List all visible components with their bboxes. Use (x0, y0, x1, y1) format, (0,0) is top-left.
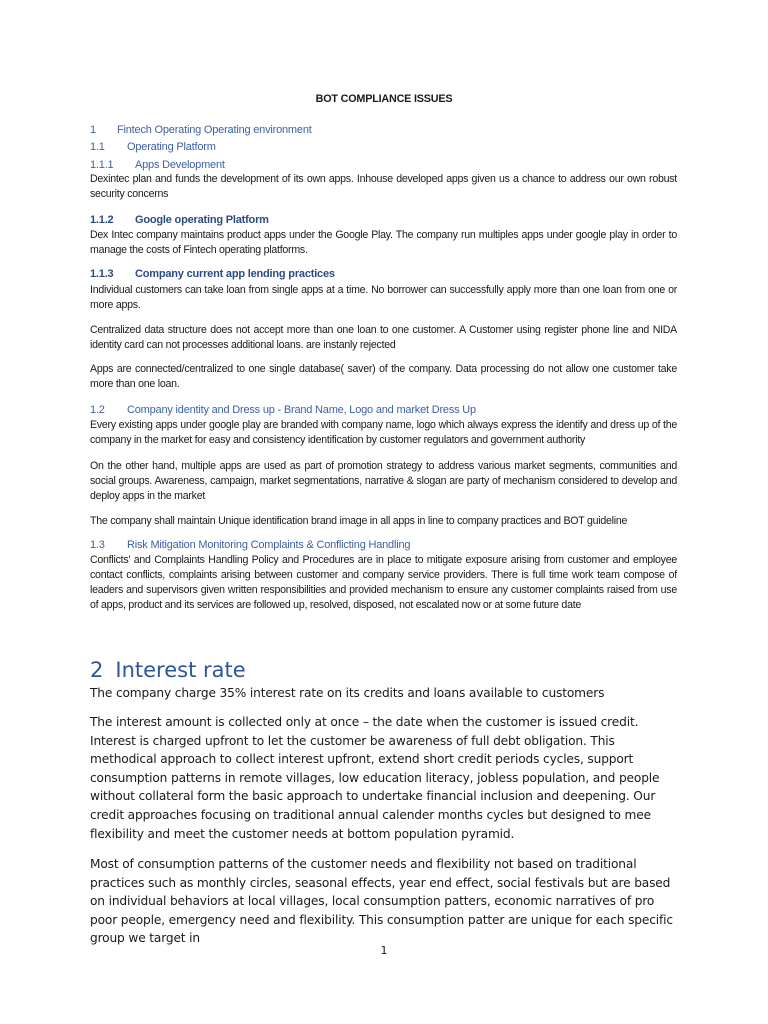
heading-1-1-1 (90, 158, 677, 173)
section-1-2-paragraph-3 (90, 514, 677, 529)
heading-number: 1.1.1 (90, 159, 114, 171)
paragraph: Every existing apps under google play are branded with company name, logo which always express the identify and dress up of the company in the market for easy and consistency identification by customer regulators and government authority (90, 419, 677, 446)
heading-number: 1.2 (90, 404, 105, 416)
heading-text: Apps Development (135, 159, 225, 171)
heading-text: Risk Mitigation Monitoring Complaints & Conflicting Handling (127, 539, 411, 551)
heading-1-1-2 (90, 213, 677, 228)
heading-1-1 (90, 140, 677, 155)
heading-number: 2 (90, 658, 104, 682)
heading-1-3 (90, 538, 677, 553)
paragraph: The interest amount is collected only at once – the date when the customer is issued credit. Interest is charged upfront to let the customer be awareness of full debt obligation. This methodical approach to collect interest upfront, extend short credit periods cycles, support consumption patterns in remote villages, low education literacy, jobless population, and people without collateral form the basic approach to undertake financial inclusion and deepening. Our credit approaches focusing on traditional annual calender months cycles but designed to mee flexibility and meet the customer needs at bottom population pyramid. (90, 715, 660, 841)
section-1-1-1-body (90, 172, 677, 202)
paragraph: Individual customers can take loan from single apps at a time. No borrower can successfully apply more than one loan from one or more apps. (90, 284, 677, 311)
heading-number: 1.1 (90, 141, 105, 153)
heading-number: 1.1.2 (90, 214, 114, 226)
paragraph: On the other hand, multiple apps are used as part of promotion strategy to address various market segments, communities and social groups. Awareness, campaign, market segmentations, narrative & slogan are party of mechanism considered to develop and deploy apps in the market (90, 460, 677, 502)
paragraph: Apps are connected/centralized to one single database( saver) of the company. Data processing do not allow one customer take more than one loan. (90, 363, 677, 390)
paragraph: Most of consumption patterns of the customer needs and flexibility not based on traditional practices such as monthly circles, seasonal effects, year end effect, social festivals but are based on individual behaviors at local villages, local consumption patters, economic narratives of pro poor people, emergency need and flexibility. This consumption patter are unique for each specific group we target in (90, 857, 673, 946)
section-1-1-2-body (90, 228, 677, 258)
paragraph: Dex Intec company maintains product apps under the Google Play. The company run multiples apps under google play in order to manage the costs of Fintech operating platforms. (90, 229, 677, 256)
heading-number: 1.3 (90, 539, 105, 551)
page-number: 1 (380, 944, 388, 957)
heading-text: Company current app lending practices (135, 268, 335, 280)
heading-number: 1 (90, 124, 96, 136)
section-1-2-paragraph-2 (90, 459, 677, 504)
heading-2 (90, 656, 246, 684)
section-1-3-body (90, 553, 677, 613)
heading-text: Operating Platform (127, 141, 216, 153)
section-1-1-3-paragraph-1 (90, 283, 677, 313)
heading-1-2 (90, 403, 677, 418)
section-1-1-3-paragraph-2 (90, 323, 677, 353)
heading-number: 1.1.3 (90, 268, 114, 280)
paragraph: Centralized data structure does not accept more than one loan to one customer. A Customer using register phone line and NIDA identity card can not processes additional loans. are instanly rejected (90, 324, 677, 351)
section-2-paragraph-3 (90, 855, 677, 948)
paragraph: The company charge 35% interest rate on its credits and loans available to customers (90, 686, 605, 700)
section-1-2-paragraph-1 (90, 418, 677, 448)
heading-text: Company identity and Dress up - Brand Name, Logo and market Dress Up (127, 404, 476, 416)
paragraph: Conflicts' and Complaints Handling Policy and Procedures are in place to mitigate exposure arising from customer and employee contact conflicts, complaints arising between customer and company service providers. There is full time work team compose of leaders and supervisors given written responsibilities and provided mechanism to ensure any customer complaints raised from use of apps, product and its services are followed up, resolved, disposed, not escalated now or at some future date (90, 554, 677, 611)
heading-1 (90, 123, 677, 138)
heading-text: Google operating Platform (135, 214, 269, 226)
section-2-paragraph-2 (90, 713, 677, 843)
heading-text: Fintech Operating Operating environment (117, 124, 312, 136)
paragraph: The company shall maintain Unique identification brand image in all apps in line to company practices and BOT guideline (90, 515, 628, 527)
paragraph: Dexintec plan and funds the development of its own apps. Inhouse developed apps given us a chance to address our own robust security concerns (90, 173, 677, 200)
section-2-paragraph-1 (90, 684, 677, 703)
heading-text: Interest rate (115, 658, 246, 682)
document-title: BOT COMPLIANCE ISSUES (315, 93, 453, 105)
section-1-1-3-paragraph-3 (90, 362, 677, 392)
heading-1-1-3 (90, 267, 677, 282)
